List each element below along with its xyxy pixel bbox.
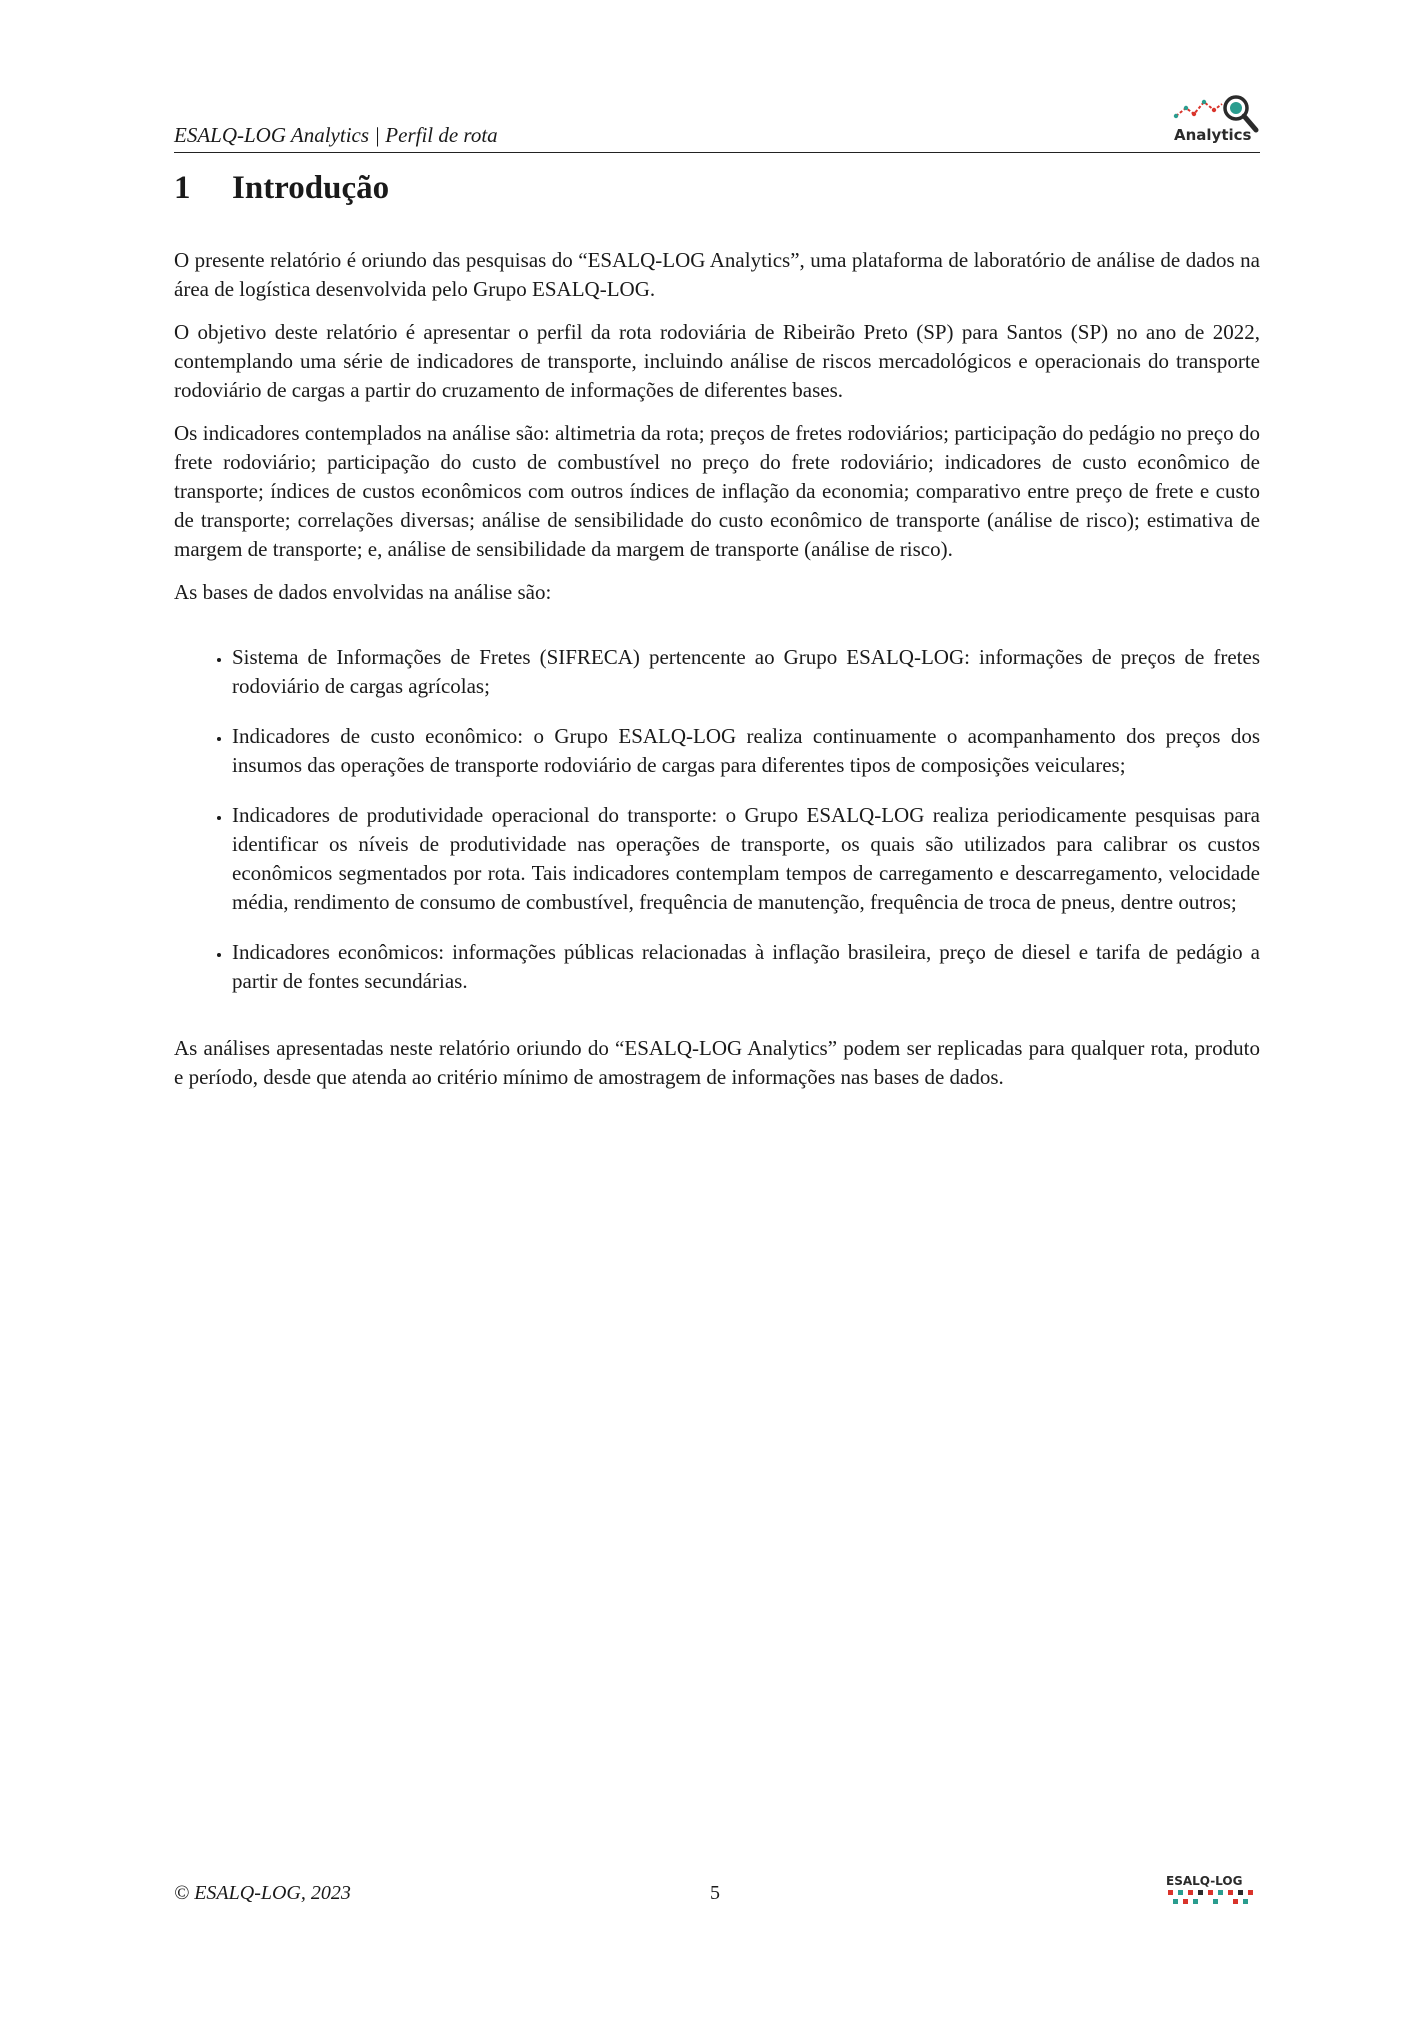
- list-item: • Sistema de Informações de Fretes (SIFRECA) pertencente ao Grupo ESALQ-LOG: informações de preços de fretes rodoviário de cargas agrícolas;: [232, 643, 1260, 701]
- analytics-magnifier-logo-icon: [1172, 94, 1260, 146]
- paragraph-objective: O objetivo deste relatório é apresentar o perfil da rota rodoviária de Ribeirão Preto (SP) para Santos (SP) no ano de 2022, contemplando uma série de indicadores de transporte, incluindo análise de riscos mercadológicos e operacionais do transporte rodoviário de cargas a partir do cruzamento de informações de diferentes bases.: [174, 320, 1260, 402]
- footer-copyright: © ESALQ-LOG, 2023: [174, 1882, 351, 1904]
- main-content: [174, 246, 1260, 1106]
- section-title: Introdução: [232, 170, 390, 206]
- header-title: ESALQ-LOG Analytics | Perfil de rota: [174, 123, 498, 147]
- database-list: [174, 643, 1260, 996]
- page-header: [174, 96, 1260, 153]
- list-item: • Indicadores de custo econômico: o Grupo ESALQ-LOG realiza continuamente o acompanhamento dos preços dos insumos das operações de transporte rodoviário de cargas para diferentes tipos de composições veiculares;: [232, 722, 1260, 780]
- section-number: 1: [174, 170, 191, 206]
- paragraph-intro: O presente relatório é oriundo das pesquisas do “ESALQ-LOG Analytics”, uma plataforma de laboratório de análise de dados na área de logística desenvolvida pelo Grupo ESALQ-LOG.: [174, 248, 1260, 301]
- paragraph-databases: As bases de dados envolvidas na análise são:: [174, 580, 552, 604]
- paragraph-indicators: Os indicadores contemplados na análise são: altimetria da rota; preços de fretes rodoviários; participação do pedágio no preço do frete rodoviário; participação do custo de combustível no preço do frete rodoviário; indicadores de custo econômico de transporte; índices de custos econômicos com outros índices de inflação da economia; comparativo entre preço de frete e custo de transporte; correlações diversas; análise de sensibilidade do custo econômico de transporte (análise de risco); estimativa de margem de transporte; e, análise de sensibilidade da margem de transporte (análise de risco).: [174, 421, 1260, 561]
- list-item: • Indicadores de produtividade operacional do transporte: o Grupo ESALQ-LOG realiza periodicamente pesquisas para identificar os níveis de produtividade nas operações de transporte, os quais são utilizados para calibrar os custos econômicos segmentados por rota. Tais indicadores contemplam tempos de carregamento e descarregamento, velocidade média, rendimento de consumo de combustível, frequência de manutenção, frequência de troca de pneus, dentre outros;: [232, 801, 1260, 917]
- list-item: • Indicadores econômicos: informações públicas relacionadas à inflação brasileira, preço de diesel e tarifa de pedágio a partir de fontes secundárias.: [232, 938, 1260, 996]
- esalq-log-logo-icon: [1164, 1872, 1260, 1912]
- paragraph-closing: As análises apresentadas neste relatório oriundo do “ESALQ-LOG Analytics” podem ser replicadas para qualquer rota, produto e período, desde que atenda ao critério mínimo de amostragem de informações nas bases de dados.: [174, 1036, 1260, 1089]
- esalq-log-logo-label: ESALQ-LOG: [1166, 1874, 1243, 1888]
- section-heading: [174, 170, 389, 207]
- page-number: 5: [710, 1882, 720, 1904]
- analytics-logo-label: Analytics: [1174, 126, 1252, 144]
- page-footer: [174, 1872, 1260, 1922]
